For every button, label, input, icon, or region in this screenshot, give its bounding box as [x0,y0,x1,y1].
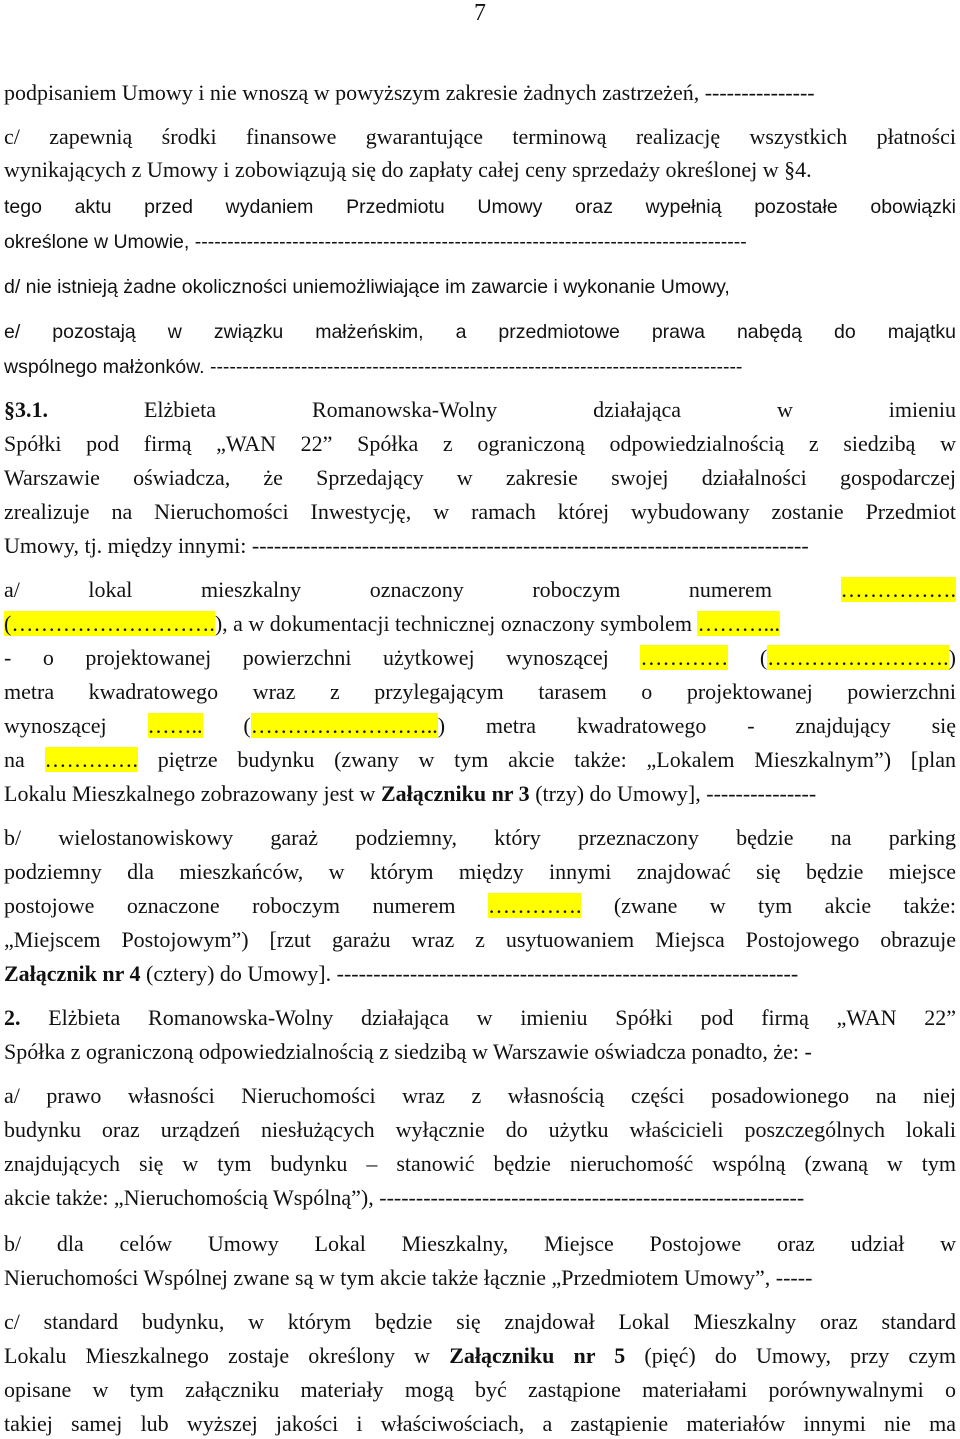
text-line [4,1377,956,1403]
highlighted-placeholder: ………... [697,611,780,636]
text-span: podpisaniem Umowy i nie wnoszą w powyższym zakresie żadnych zastrzeżeń, --------------- [4,80,815,105]
text-line [4,1039,956,1065]
highlighted-placeholder: (………………………. [4,611,215,636]
text-line [4,781,956,807]
text-span: Nieruchomości Wspólnej zwane są w tym akcie także łącznie „Przedmiotem Umowy”, ----- [4,1265,813,1290]
text-span: Elżbieta Romanowska-Wolny działająca w imieniu Spółki pod firmą „WAN 22” [20,1005,956,1030]
text-line [4,397,956,423]
text-span: postojowe oznaczone roboczym numerem [4,893,488,918]
bold-text: §3.1. [4,397,48,422]
text-span: metra kwadratowego wraz z przylegającym tarasem o projektowanej powierzchni [4,679,956,704]
text-span: Spółka z ograniczoną odpowiedzialnością z siedzibą w Warszawie oświadcza ponadto, że: - [4,1039,812,1064]
highlighted-placeholder: …………………….. [250,713,438,738]
highlighted-placeholder: …………. [44,747,139,772]
text-span: Umowy, tj. między innymi: ---------------------------------------------------------------------------- [4,533,809,558]
text-line [4,499,956,525]
text-span: e/ pozostają w związku małżeńskim, a przedmiotowe prawa nabędą do majątku [4,321,956,343]
highlighted-placeholder: …………. [487,893,582,918]
text-line [4,465,956,491]
bold-text: 2. [4,1005,21,1030]
text-span: d/ nie istnieją żadne okoliczności uniemożliwiające im zawarcie i wykonanie Umowy, [4,276,730,298]
text-span: Warszawie oświadcza, że Sprzedający w zakresie swojej działalności gospodarczej [4,465,956,490]
text-span: wynikających z Umowy i zobowiązują się do zapłaty całej ceny sprzedaży określonej w §4. [4,157,812,182]
text-line [4,319,956,345]
text-span: Elżbieta Romanowska-Wolny działająca w imieniu [48,397,956,422]
text-span: ( [202,713,251,738]
text-line [4,645,956,671]
text-line [4,679,956,705]
bold-text: Załącznik nr 4 [4,961,141,986]
text-line [4,431,956,457]
text-line [4,1005,956,1031]
text-line [4,893,956,919]
text-line [4,713,956,739]
text-line [4,825,956,851]
text-span: takiej samej lub wyższej jakości i właściwościach, a zastąpienie materiałów innymi nie ma [4,1411,956,1436]
text-span: b/ wielostanowiskowy garaż podziemny, który przeznaczony będzie na parking [4,825,956,850]
text-line [4,354,956,380]
text-span: budynku oraz urządzeń niesłużących wyłącznie do użytku właścicieli poszczególnych lokali [4,1117,956,1142]
text-span: a/ prawo własności Nieruchomości wraz z własnością części posadowionego na niej [4,1083,956,1108]
text-span: b/ dla celów Umowy Lokal Mieszkalny, Miejsce Postojowe oraz udział w [4,1231,956,1256]
text-span: znajdujących się w tym budynku – stanowić będzie nieruchomość wspólną (zwaną w tym [4,1151,956,1176]
highlighted-placeholder: ……………. [840,577,956,602]
text-line [4,1343,956,1369]
text-line [4,274,956,300]
text-span: c/ zapewnią środki finansowe gwarantujące terminową realizację wszystkich płatności [4,124,956,149]
text-line [4,1185,956,1211]
text-span: Lokalu Mieszkalnego zostaje określony w [4,1343,450,1368]
text-span: - o projektowanej powierzchni użytkowej wynoszącej [4,645,641,670]
text-line [4,1309,956,1335]
text-line [4,927,956,953]
bold-text: Załączniku nr 5 [449,1343,626,1368]
text-span: c/ standard budynku, w którym będzie się znajdował Lokal Mieszkalny oraz standard [4,1309,956,1334]
text-line [4,577,956,603]
text-line [4,80,956,106]
text-span: Spółki pod firmą „WAN 22” Spółka z ograniczoną odpowiedzialnością z siedzibą w [4,431,956,456]
text-span: (zwane w tym akcie także: [581,893,956,918]
text-span: na [4,747,45,772]
text-span: ( [728,645,768,670]
bold-text: Załączniku nr 3 [380,781,530,806]
text-span: ) metra kwadratowego - znajdujący się [437,713,956,738]
text-line [4,157,956,183]
text-line [4,1151,956,1177]
text-span: opisane w tym załączniku materiały mogą być zastąpione materiałami porównywalnymi o [4,1377,956,1402]
text-line [4,859,956,885]
text-span: zrealizuje na Nieruchomości Inwestycję, w ramach której wybudowany zostanie Przedmiot [4,499,956,524]
page-number: 7 [474,0,486,26]
text-line [4,1083,956,1109]
text-line [4,229,956,255]
highlighted-placeholder: ………… [640,645,729,670]
text-line [4,611,956,637]
text-line [4,1117,956,1143]
text-line [4,747,956,773]
text-line [4,1231,956,1257]
text-span: wspólnego małżonków. ---------------------------------------------------------------------------------- [4,356,743,378]
text-span: „Miejscem Postojowym”) [rzut garażu wraz z usytuowaniem Miejsca Postojowego obrazuje [4,927,956,952]
text-span: określone w Umowie, ------------------------------------------------------------------------------------- [4,231,747,253]
text-span: (pięć) do Umowy, przy czym [625,1343,956,1368]
highlighted-placeholder: …….. [147,713,203,738]
text-line [4,124,956,150]
text-span: Lokalu Mieszkalnego zobrazowany jest w [4,781,381,806]
text-span: (cztery) do Umowy]. --------------------------------------------------------------- [140,961,799,986]
text-line [4,961,956,987]
highlighted-placeholder: ……………………. [767,645,949,670]
text-line [4,194,956,220]
text-span: ), a w dokumentacji technicznej oznaczony symbolem [214,611,698,636]
text-line [4,533,956,559]
text-span: tego aktu przed wydaniem Przedmiotu Umowy oraz wypełnią pozostałe obowiązki [4,196,956,218]
text-span: ) [948,645,956,670]
text-line [4,1265,956,1291]
text-span: akcie także: „Nieruchomością Wspólną”), ---------------------------------------------------------- [4,1185,805,1210]
text-span: wynoszącej [4,713,148,738]
text-span: piętrze budynku (zwany w tym akcie także: „Lokalem Mieszkalnym”) [plan [138,747,956,772]
text-span: (trzy) do Umowy], --------------- [529,781,817,806]
text-span: a/ lokal mieszkalny oznaczony roboczym numerem [4,577,841,602]
text-span: podziemny dla mieszkańców, w którym między innymi znajdować się będzie miejsce [4,859,956,884]
text-line [4,1411,956,1437]
